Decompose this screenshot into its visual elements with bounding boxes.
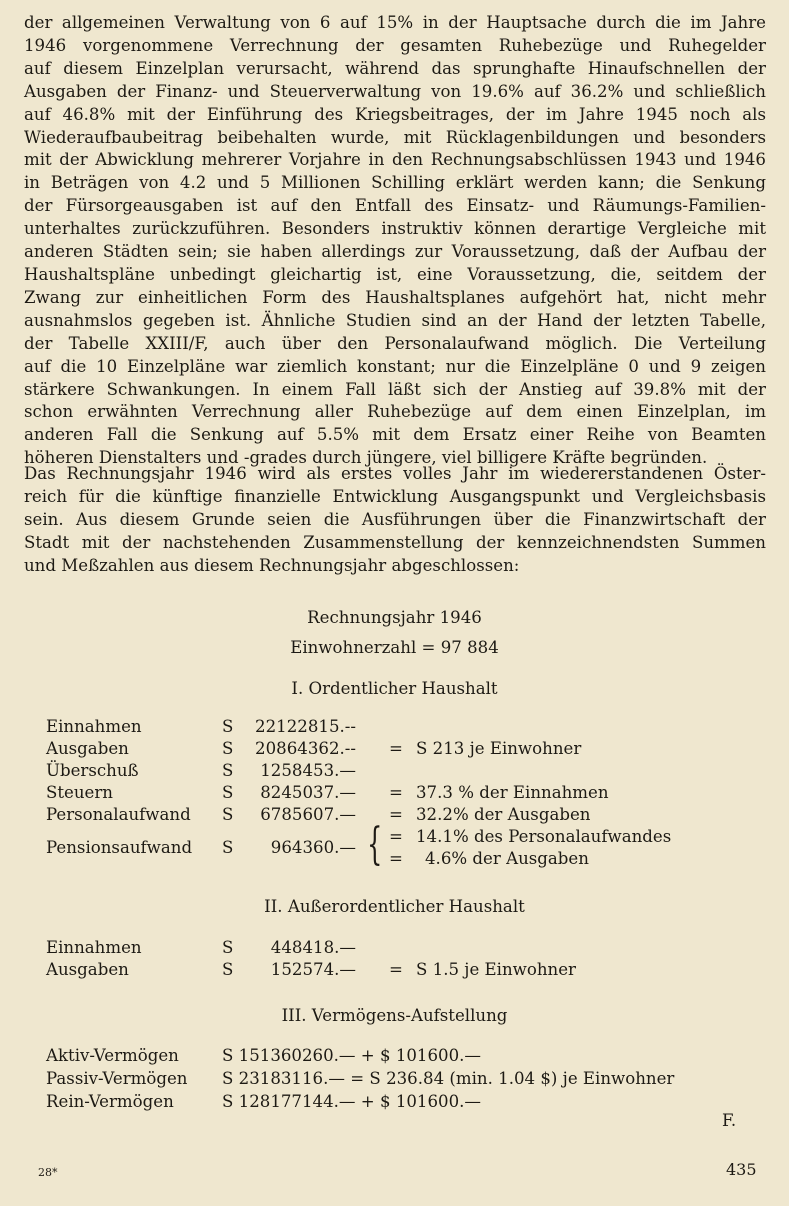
row-currency: S [222,805,234,824]
row-value: 1258453.— [260,761,356,780]
row-note: 37.3 % der Einnahmen [416,783,609,802]
table-row [0,804,789,826]
section-3-title: III. Vermögens-Aufstellung [281,1006,508,1025]
text-line: auf diesem Einzelplan verursacht, während das sprunghafte Hinaufschnellen der [24,58,766,78]
section-1-title: I. Ordentlicher Haushalt [291,679,498,698]
text-line: sein. Aus diesem Grunde seien die Ausführungen über die Finanzwirtschaft der [24,509,766,529]
row-value: 22122815.-- [255,717,356,736]
text-line: 1946 vorgenommene Verrechnung der gesamten Ruhebezüge und Ruhegelder [24,35,766,55]
row-note: S 213 je Einwohner [416,739,582,758]
text-line: mit der Abwicklung mehrerer Vorjahre in den Rechnungsabschlüssen 1943 und 1946 [24,150,766,170]
text-line: schon erwähnten Verrechnung aller Ruhebezüge auf dem einen Einzelplan, im [24,402,766,422]
table-row [0,937,789,959]
row-currency: S [222,717,234,736]
text-line: ausnahmslos gegeben ist. Ähnliche Studien sind an der Hand der letzten Tabelle, [24,310,766,330]
table-row [0,716,789,738]
row-label: Einnahmen [46,938,142,957]
text-line: Ausgaben der Finanz- und Steuerverwaltung von 19.6% auf 36.2% und schließlich [24,81,766,101]
brace: { [367,819,383,870]
paragraph-1 [24,12,766,470]
row-label: Pensionsaufwand [46,838,193,857]
paragraph-2 [24,463,766,578]
row-value: 964360.— [270,838,356,857]
row-label: Ausgaben [46,960,129,979]
pension-note-1: = 14.1% des Personalaufwandes [389,827,672,846]
pension-note-2: = 4.6% der Ausgaben [389,849,589,868]
text-line: reich für die künftige finanzielle Entwicklung Ausgangspunkt und Vergleichsbasis [24,486,766,506]
text-line: der Fürsorgeausgaben ist auf den Entfall des Einsatz- und Räumungs-Familien- [24,196,766,216]
text-line: unterhaltes zurückzuführen. Besonders instruktiv können derartige Vergleiche mit [24,219,766,239]
row-value: S 151360260.— + $ 101600.— [222,1046,482,1065]
row-value: 6785607.— [260,805,356,824]
heading-population: Einwohnerzahl = 97 884 [290,638,499,657]
row-currency: S [222,783,234,802]
page-number: 435 [726,1160,757,1179]
text-line: Stadt mit der nachstehenden Zusammenstellung der kennzeichnendsten Summen [24,532,766,552]
row-label: Ausgaben [46,739,129,758]
row-note: 32.2% der Ausgaben [416,805,591,824]
text-line: höheren Dienstalters und -grades durch jüngere, viel billigere Kräfte begründen. [24,448,708,468]
row-equals: = [389,739,403,758]
row-currency: S [222,739,234,758]
text-line: auf die 10 Einzelpläne war ziemlich konstant; nur die Einzelpläne 0 und 9 zeigen [24,356,766,376]
row-value: 20864362.-- [255,739,356,758]
signature: F. [722,1111,737,1130]
row-value: 448418.— [270,938,356,957]
row-note: 14.1% des Personalaufwandes [416,827,672,846]
text-line: und Meßzahlen aus diesem Rechnungsjahr abgeschlossen: [24,555,520,575]
table-row [0,1091,789,1113]
table-row [0,760,789,782]
row-equals: = [389,783,403,802]
row-value: 152574.— [270,960,356,979]
text-line: Das Rechnungsjahr 1946 wird als erstes volles Jahr im wiedererstandenen Öster- [24,464,766,483]
text-line: Haushaltspläne unbedingt gleichartig ist, eine Voraussetzung, die, seitdem der [24,264,766,284]
row-label: Personalaufwand [46,805,191,824]
text-line: Zwang zur einheitlichen Form des Haushaltsplanes aufgehört hat, nicht mehr [24,287,766,307]
row-label: Passiv-Vermögen [46,1069,188,1088]
row-value: S 128177144.— + $ 101600.— [222,1092,482,1111]
text-line: der allgemeinen Verwaltung von 6 auf 15% in der Hauptsache durch die im Jahre [24,13,766,32]
row-currency: S [222,761,234,780]
row-equals: = [389,805,403,824]
row-label: Aktiv-Vermögen [46,1046,179,1065]
footer-mark: 28* [38,1166,58,1179]
text-line: in Beträgen von 4.2 und 5 Millionen Schilling erklärt werden kann; die Senkung [24,173,766,193]
text-line: anderen Städten sein; sie haben allerdings zur Voraussetzung, daß der Aufbau der [24,242,766,262]
text-line: auf 46.8% mit der Einführung des Kriegsbeitrages, der im Jahre 1945 noch als [24,104,766,124]
text-line: stärkere Schwankungen. In einem Fall läßt sich der Anstieg auf 39.8% mit der [24,379,766,399]
row-value: S 23183116.— = S 236.84 (min. 1.04 $) je Einwohner [222,1069,675,1088]
table-row [0,1045,789,1067]
row-currency: S [222,938,234,957]
row-note: 4.6% der Ausgaben [425,849,589,868]
row-label: Steuern [46,783,113,802]
row-label: Einnahmen [46,717,142,736]
row-equals: = [389,960,403,979]
table-row [0,1068,789,1090]
section-2-title: II. Außerordentlicher Haushalt [264,897,525,916]
table-row [0,959,789,981]
row-value: 8245037.— [260,783,356,802]
row-label: Überschuß [46,761,139,780]
row-note: S 1.5 je Einwohner [416,960,576,979]
table-row [0,738,789,760]
text-line: anderen Fall die Senkung auf 5.5% mit dem Ersatz einer Reihe von Beamten [24,425,766,445]
row-label: Rein-Vermögen [46,1092,174,1111]
row-currency: S [222,960,234,979]
row-currency: S [222,838,234,857]
text-line: Wiederaufbaubeitrag beibehalten wurde, mit Rücklagenbildungen und besonders [24,127,766,147]
table-row [0,782,789,804]
heading-year: Rechnungsjahr 1946 [307,608,482,627]
text-line: der Tabelle XXIII/F, auch über den Personalaufwand möglich. Die Verteilung [24,333,766,353]
